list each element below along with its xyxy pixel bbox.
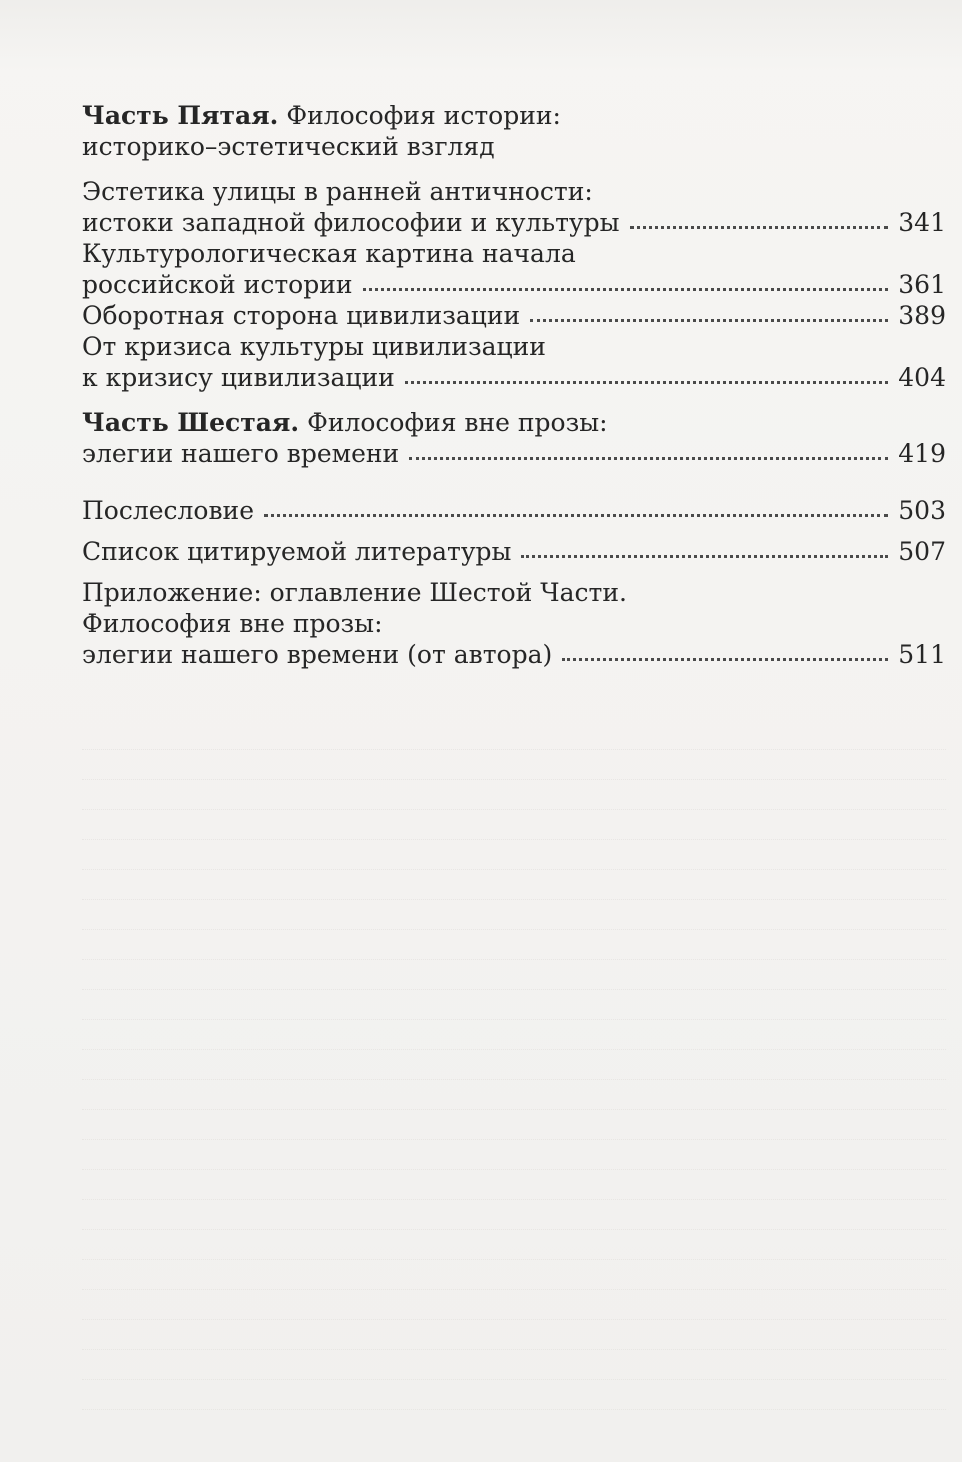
toc-entry-reverse-side[interactable]: [82, 300, 946, 331]
leader-dots: [264, 508, 888, 517]
toc-entry-line1: Приложение: оглавление Шестой Части.: [82, 578, 627, 607]
page-number: 419: [898, 439, 946, 468]
page-top-shadow: [0, 0, 962, 70]
page-number: 361: [898, 270, 946, 299]
page-number: 341: [898, 208, 946, 237]
leader-dots: [405, 375, 889, 384]
page-number: 507: [898, 537, 946, 566]
leader-dots: [363, 282, 889, 291]
toc-entry-line2: к кризису цивилизации: [82, 363, 395, 392]
toc-entry-appendix[interactable]: [82, 577, 946, 670]
table-of-contents: [82, 100, 946, 670]
reverse-side-show-through: [82, 720, 946, 1410]
toc-entry-line3: элегии нашего времени (от автора): [82, 640, 553, 669]
leader-dots: [409, 451, 888, 460]
leader-dots: [630, 220, 889, 229]
part-five-title-line1: Философия истории:: [286, 101, 561, 130]
leader-dots: [530, 313, 888, 322]
toc-entry-culturological-picture[interactable]: [82, 238, 946, 300]
toc-entry-line1: От кризиса культуры цивилизации: [82, 332, 546, 361]
toc-entry-line2: российской истории: [82, 270, 353, 299]
part-five-label: Часть Пятая.: [82, 101, 279, 130]
toc-entry-line1: Культурологическая картина начала: [82, 239, 576, 268]
toc-entry-title: Послесловие: [82, 496, 254, 525]
toc-entry-line2: истоки западной философии и культуры: [82, 208, 620, 237]
part-five-title-line2: историко–эстетический взгляд: [82, 132, 495, 161]
part-six-label: Часть Шестая.: [82, 408, 300, 437]
page-number: 503: [898, 496, 946, 525]
toc-entry-street-aesthetics[interactable]: [82, 176, 946, 238]
toc-entry-line2: Философия вне прозы:: [82, 609, 383, 638]
part-six-entry[interactable]: [82, 407, 946, 469]
toc-entry-line1: Эстетика улицы в ранней античности:: [82, 177, 593, 206]
toc-entry-title: Оборотная сторона цивилизации: [82, 301, 521, 330]
part-six-title-line1: Философия вне прозы:: [307, 408, 608, 437]
toc-entry-references[interactable]: [82, 536, 946, 567]
part-five-heading: [82, 100, 946, 131]
toc-entry-crisis[interactable]: [82, 331, 946, 393]
toc-entry-title: Список цитируемой литературы: [82, 537, 512, 566]
part-six-title-line2: элегии нашего времени: [82, 439, 400, 468]
toc-entry-afterword[interactable]: [82, 495, 946, 526]
page-number: 511: [898, 640, 946, 669]
part-six-heading: [82, 407, 946, 438]
leader-dots: [521, 549, 888, 558]
leader-dots: [562, 652, 888, 661]
page-number: 389: [898, 301, 946, 330]
page-number: 404: [898, 363, 946, 392]
